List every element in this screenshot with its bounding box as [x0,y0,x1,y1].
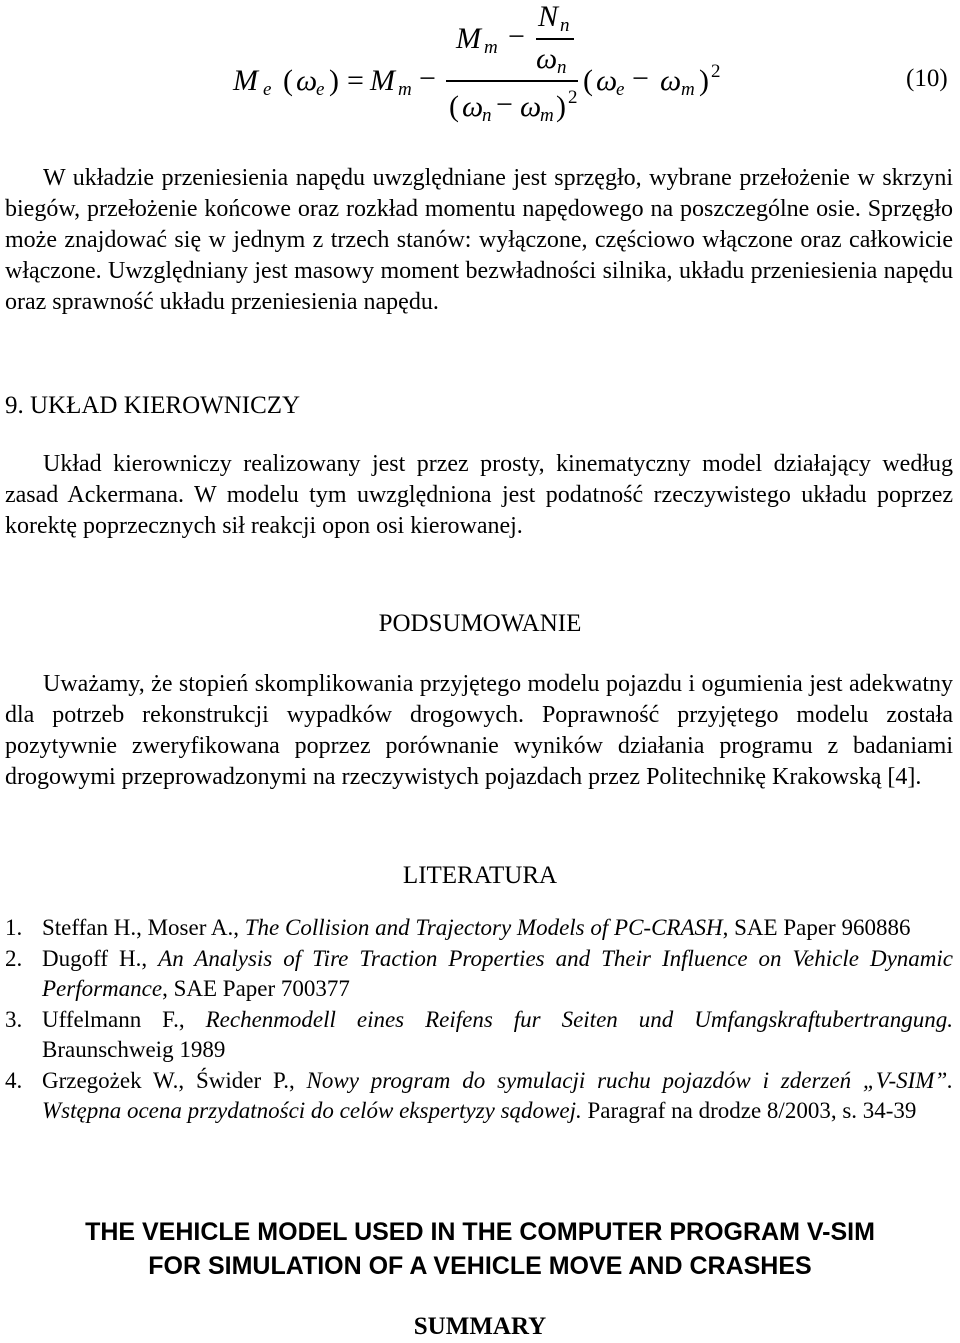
reference-authors: Uffelmann F., [42,1007,206,1032]
eq-lhs-omega: ω [296,64,318,97]
eq-rhs-M: M [370,64,395,97]
eq-den-open: ( [449,90,459,123]
eq-den-sup: 2 [568,87,578,108]
eq-den-omega1-sub: n [482,105,492,126]
reference-title: Rechenmodell eines Reifens fur Seiten und Umfangskraftubertrangung. [205,1007,953,1032]
eq-lhs-M-sub: e [263,79,272,100]
eq-den-omega2: ω [520,90,542,123]
english-title-line-2: FOR SIMULATION OF A VEHICLE MOVE AND CRASHES [148,1252,812,1280]
paragraph-transmission: W układzie przeniesienia napędu uwzględniane jest sprzęgło, wybrane przełożenie w skrzyni biegów, przełożenie końcowe oraz rozkład momentu napędowego na poszczególne osie. Sprzęgło może znajdować się w jednym z trzech stanów: wyłączone, częściowo włączone oraz całkowicie włączone. Uwzględniany jest masowy moment bezwładności silnika, układu przeniesienia napędu oraz sprawność układu przeniesienia napędu. [5,165,953,315]
reference-number: 2. [5,946,23,971]
reference-item [5,1005,953,1065]
reference-title: Nowy program do symulacji ruchu pojazdów i zderzeń „V-SIM”. Wstępna ocena przydatności do celów ekspertyzy sądowej. [42,1068,953,1123]
eq-tail-omega1-sub: e [616,79,625,100]
reference-number: 3. [5,1007,23,1032]
reference-item [5,1066,953,1126]
eq-tail-sup: 2 [711,61,721,82]
equation-number: (10) [906,65,948,92]
eq-inner-fraction-bar [536,38,574,40]
eq-lhs-close: ) [329,64,339,97]
paragraph-steering: Układ kierowniczy realizowany jest przez prosty, kinematyczny model działający według zasad Ackermana. W modelu tym uwzględniona jest podatność rzeczywistego układu poprzez korektę poprzecznych sił reakcji opon osi kierowanej. [5,451,953,539]
english-title [0,1215,960,1283]
reference-details: Braunschweig 1989 [42,1037,226,1062]
heading-literatura: LITERATURA [402,862,558,889]
paragraph-summary-pl: Uważamy, że stopień skomplikowania przyjętego modelu pojazdu i ogumienia jest adekwatny dla potrzeb rekonstrukcji wypadków drogowych. Poprawność przyjętego modelu została pozytywnie zweryfikowana poprzez porównanie wyników działania programu z badaniami drogowymi przeprowadzonymi na rzeczywistych pojazdach przez Politechnikę Krakowską [4]. [5,671,953,790]
reference-item [5,944,953,1004]
eq-lhs-omega-sub: e [316,79,325,100]
eq-inner-N: N [538,0,559,33]
reference-authors: Grzegożek W., Świder P., [42,1068,307,1093]
eq-inner-omega-sub: n [557,57,567,78]
eq-lhs-M: M [233,64,258,97]
eq-lhs-open: ( [283,64,293,97]
heading-podsumowanie: PODSUMOWANIE [378,610,582,637]
eq-tail-minus: − [632,62,649,95]
eq-minus: − [419,62,436,95]
eq-main-fraction-bar [446,80,578,82]
eq-tail-open: ( [583,64,593,97]
eq-tail-omega2: ω [660,64,682,97]
reference-authors: Dugoff H., [42,946,159,971]
eq-tail-omega1: ω [596,64,618,97]
eq-den-omega1: ω [462,90,484,123]
eq-den-omega2-sub: m [540,105,554,126]
reference-authors: Steffan H., Moser A., [42,915,245,940]
heading-summary: SUMMARY [413,1313,547,1340]
eq-tail-close: ) [699,64,709,97]
reference-number: 1. [5,915,23,940]
eq-den-close: ) [556,90,566,123]
eq-num-M-sub: m [484,37,498,58]
eq-inner-N-sub: n [560,15,570,36]
english-title-line-1: THE VEHICLE MODEL USED IN THE COMPUTER PROGRAM V-SIM [85,1218,875,1246]
reference-title: An Analysis of Tire Traction Properties and Their Influence on Vehicle Dynamic Performance [42,946,954,1001]
eq-num-minus: − [508,20,525,53]
reference-number: 4. [5,1068,23,1093]
reference-details: Paragraf na drodze 8/2003, s. 34-39 [581,1098,917,1123]
reference-list [5,913,953,1127]
equation-10 [0,0,960,140]
eq-equals: = [347,64,364,97]
eq-den-minus: − [496,88,513,121]
reference-title: The Collision and Trajectory Models of PC-CRASH [244,915,723,940]
eq-inner-omega: ω [536,42,558,75]
section-heading-steering: 9. UKŁAD KIEROWNICZY [5,392,301,419]
reference-item [5,913,953,943]
eq-rhs-M-sub: m [398,79,412,100]
reference-details: , SAE Paper 700377 [162,976,350,1001]
eq-tail-omega2-sub: m [681,79,695,100]
reference-details: , SAE Paper 960886 [722,915,911,940]
eq-num-M: M [456,22,481,55]
